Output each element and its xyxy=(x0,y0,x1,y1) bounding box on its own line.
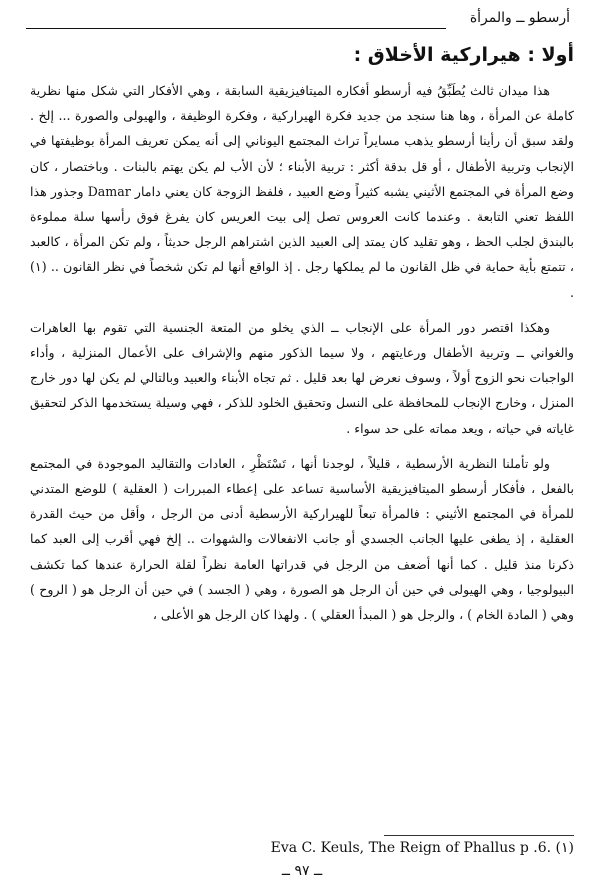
running-title: أرسطو ــ والمرأة xyxy=(469,10,570,26)
footnote-marker: (١) xyxy=(555,840,574,856)
footnote xyxy=(30,840,574,856)
paragraph-1: هذا ميدان ثالث يُطَبِّقُ فيه أرسطو أفكاره الميتافيزيقية السابقة ، وهي الأفكار التي شكل منها نظرية كاملة عن المرأة ، وها هنا سنجد من جديد فكرة الهيراركية ، وفكرة الوظيفة ، والهيولى والصورة ... إلخ . ولقد سبق أن رأينا أرسطو يذهب مسايراً تراث المجتمع اليوناني إلى أنه يمكن تعريف المرأة بوظيفتها في الإنجاب وتربية الأطفال ، أو قل بدقة أكثر : تربية الأبناء ؛ لأن الأب لم يكن يهتم بالبنات . وباختصار ، كان وضع المرأة في المجتمع الأثيني يشبه كثيراً وضع العبيد ، فلفظ الزوجة كان يعني دامار Damar وجذور هذا اللفظ تعني التابعة . وعندما كانت العروس تصل إلى بيت العريس كان يفرغ فوق رأسها سلة مملوءة بالبندق لجلب الحظ ، وهو تقليد كان يمتد إلى العبيد الذين اشتراهم الرجل حديثاً ، ولم تكن المرأة ، كالعبد ، تتمتع بأية حماية في ظل القانون ما لم يملكها رجل . إذ الواقع أنها لم تكن شخصاً في نظر القانون .. (١) . xyxy=(30,83,575,300)
body-text xyxy=(30,78,574,637)
footnote-citation: Eva C. Keuls, The Reign of Phallus p .6. xyxy=(270,840,552,856)
page-number: ــ ٩٧ ــ xyxy=(281,863,323,879)
section-heading: أولا : هيراركية الأخلاق : xyxy=(353,44,574,66)
running-header xyxy=(26,10,570,30)
paragraph-3: ولو تأملنا النظرية الأرسطية ، قليلاً ، لوجدنا أنها ، تَسْتَظْرِ ، العادات والتقاليد الموجودة في المجتمع بالفعل ، فأفكار أرسطو الميتافيزيقية الأساسية تساعد على إعطاء المبررات ( العقلية ) للوضع المتدني للمرأة في المجتمع الأثيني : فالمرأة تبعاً للهيراركية الأرسطية أدنى من الرجل ، وأقل من حيث القدرة العقلية ، إذ يطغى عليها الجانب الجسدي أو جانب الانفعالات والشهوات .. إلخ فهي أقرب إلى العبد كما ذكرنا منذ قليل . كما أنها أضعف من الرجل في قدراتها العامة نظراً لقلة الحرارة عندها كما تكشف البيولوجيا ، وهي الهيولى في حين أن الرجل هو الصورة ، وهي ( الجسد ) في حين أن الرجل هو ( الروح ) وهي ( المادة الخام ) ، والرجل هو ( المبدأ العقلي ) . ولهذا كان الرجل هو الأعلى ، xyxy=(30,455,574,623)
footnote-rule xyxy=(384,835,574,836)
header-rule xyxy=(26,28,446,29)
paragraph-2: وهكذا اقتصر دور المرأة على الإنجاب ــ الذي يخلو من المتعة الجنسية التي تقوم بها العاهرات والغواني ــ وتربية الأطفال ورعايتهم ، ولا سيما الذكور منهم والإشراف على الأعمال المنزلية ، وأداء الواجبات نحو الزوج أولاً ، وسوف نعرض لها بعد قليل . ثم تجاه الأبناء والعبيد وبالتالي لم يكن لها دور خارج المنزل ، وخارج الإنجاب للمحافظة على النسل وتحقيق الخلود للذكر ، فهي وسيلة يستخدمها الذكر لتحقيق غاياته في حياته ، ويعد مماته على حد سواء . xyxy=(30,319,574,436)
